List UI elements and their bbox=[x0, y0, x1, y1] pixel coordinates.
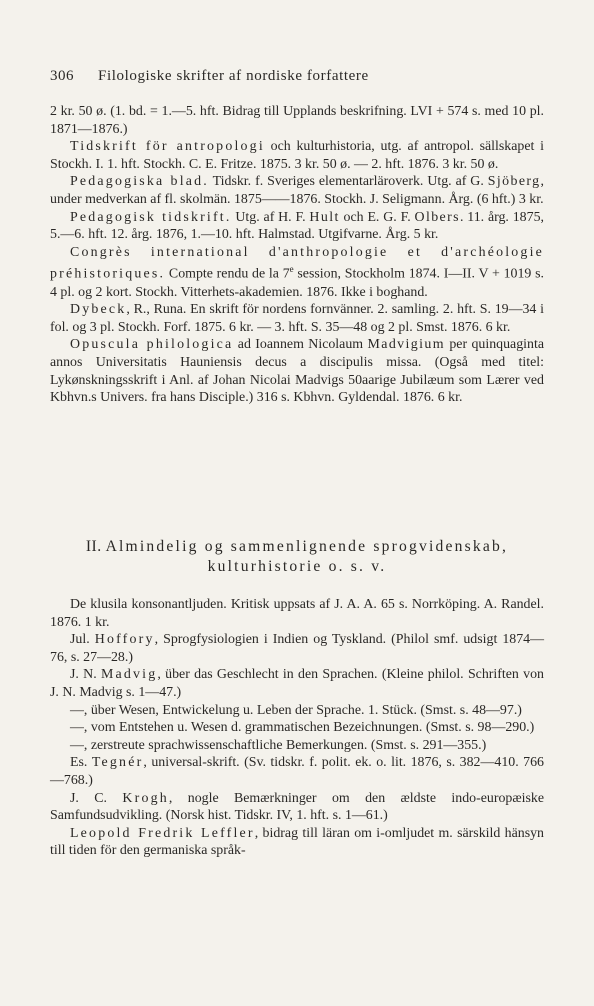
entry: —, vom Entstehen u. Wesen d. grammatischen Bezeichnungen. (Smst. s. 98—290.) bbox=[70, 720, 535, 736]
entry: —, zerstreute sprachwissenschaftliche Bemerkungen. (Smst. s. 291—355.) bbox=[70, 737, 487, 753]
entry: Pedagogisk tidskrift. Utg. af H. F. Hult och E. G. F. Olbers. 11. årg. 1875, 5.—6. hft. 12. årg. 1876, 1.—10. hft. Halmstad. Utgifvarne. Årg. 5 kr. bbox=[50, 209, 544, 243]
entry: 2 kr. 50 ø. (1. bd. = 1.—5. hft. Bidrag till Upplands beskrifning. LVI + 574 s. med 10 pl. 1871—1876.) bbox=[50, 104, 544, 137]
entry: J. N. Madvig, über das Geschlecht in den Sprachen. (Kleine philol. Schriften von J. N. Madvig s. 1—47.) bbox=[50, 667, 544, 700]
section-title-line1: Almindelig og sammenlignende sprogvidenskab, bbox=[105, 538, 509, 555]
bibliography-part-2 bbox=[50, 596, 544, 860]
section-heading bbox=[50, 537, 544, 577]
section-number: II. bbox=[85, 538, 102, 555]
entry: Congrès international d'anthropologie et d'archéologie préhistoriques. Compte rendu de la 7e session, Stockholm 1874. I—II. V + 1019 s. 4 pl. og 2 kort. Stockh. Vitterhets-akademien. 1876. Ikke i boghand. bbox=[50, 244, 544, 300]
page-header bbox=[50, 68, 550, 92]
entry: De klusila konsonantljuden. Kritisk uppsats af J. A. A. 65 s. Norrköping. A. Randel. 1876. 1 kr. bbox=[50, 597, 544, 630]
entry: Dybeck, R., Runa. En skrift för nordens fornvänner. 2. samling. 2. hft. S. 19—34 i fol. og 3 pl. Stockh. Forf. 1875. 6 kr. — 3. hft. S. 35—48 og 2 pl. Smst. 1876. 6 kr. bbox=[50, 302, 544, 335]
page-number: 306 bbox=[50, 68, 74, 84]
running-title: Filologiske skrifter af nordiske forfattere bbox=[98, 68, 369, 84]
bibliography-part-1 bbox=[50, 103, 544, 407]
entry: Pedagogiska blad. Tidskr. f. Sveriges elementarläroverk. Utg. af G. Sjöberg, under medverkan af fl. skolmän. 1875——1876. Stockh. J. Seligmann. Årg. (6 hft.) 3 kr. bbox=[50, 174, 544, 207]
entry: J. C. Krogh, nogle Bemærkninger om den ældste indo-europæiske Samfundsudvikling. (Norsk hist. Tidskr. IV, 1. hft. s. 1—61.) bbox=[50, 790, 544, 824]
entry: —, über Wesen, Entwickelung u. Leben der Sprache. 1. Stück. (Smst. s. 48—97.) bbox=[70, 702, 522, 718]
entry: Tidskrift för antropologi och kulturhistoria, utg. af antropol. sällskapet i Stockh. I. 1. hft. Stockh. C. E. Fritze. 1875. 3 kr. 50 ø. — 2. hft. 1876. 3 kr. 50 ø. bbox=[50, 139, 544, 172]
entry: Leopold Fredrik Leffler, bidrag till läran om i-omljudet m. särskild hänsyn till tiden för den germaniska språk- bbox=[50, 825, 544, 859]
section-title-line2: kulturhistorie o. s. v. bbox=[207, 558, 387, 575]
entry: Es. Tegnér, universal-skrift. (Sv. tidskr. f. polit. ek. o. lit. 1876, s. 382—410. 766—768.) bbox=[50, 755, 544, 788]
entry: Jul. Hoffory, Sprogfysiologien i Indien og Tyskland. (Philol smf. udsigt 1874—76, s. 27—28.) bbox=[50, 632, 545, 665]
entry: Opuscula philologica ad Ioannem Nicolaum Madvigium per quinquaginta annos Universitatis Hauniensis decus a discipulis missa. (Også med titel: Lykønskningsskrift i Anl. af Johan Nicolai Madvigs 50aarige Jubilæum som Lærer ved Kbhvn.s Univers. fra hans Disciple.) 316 s. Kbhvn. Gyldendal. 1876. 6 kr. bbox=[50, 337, 544, 406]
